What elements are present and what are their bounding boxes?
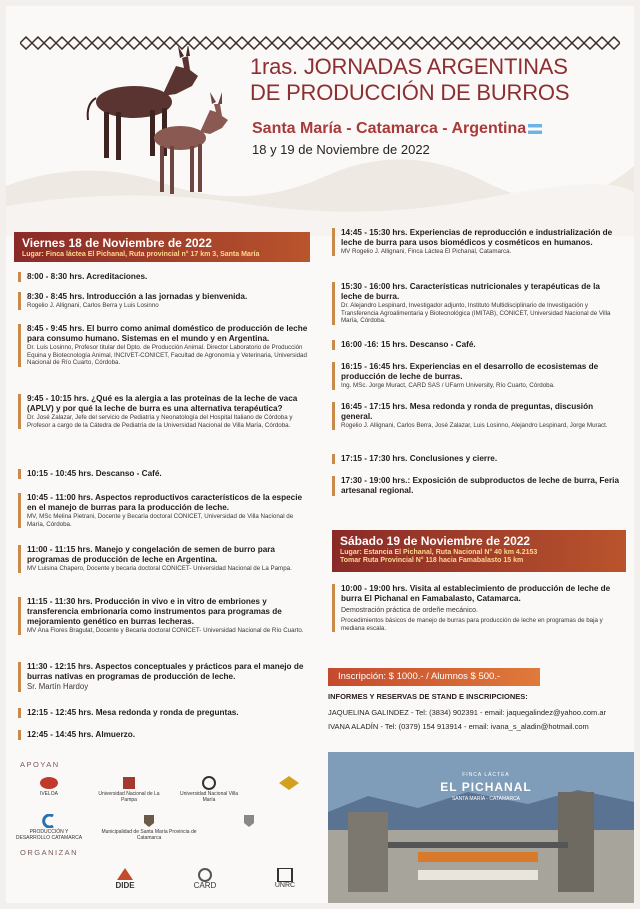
item-title: 10:15 - 10:45 hrs. Descanso - Café.: [27, 469, 162, 478]
photo-brand-top: FINCA LÁCTEA: [462, 772, 510, 778]
schedule-item-1600: [332, 340, 622, 350]
place-text: Santa María - Catamarca - Argentina: [252, 120, 527, 137]
schedule-item-0945: [18, 394, 308, 429]
item-title: 12:15 - 12:45 hrs. Mesa redonda y ronda de preguntas.: [27, 708, 239, 717]
item-speaker: Dr. José Zalazar, Jefe del servicio de Pediatría y Neonatología del Hospital Italiano de Córdoba y Profesor a cargo de la Cátedra de Pediatría de la Universidad Nacional de Villa María, Córdoba.: [27, 414, 293, 429]
item-speaker: Dr. Luis Losinno, Profesor titular del Dpto. de Producción Animal. Director Laboratorio de Producción Equina y Biotecnología Animal, INCIVET-CONICET, Facultad de Agronomía y Veterinaria, Universidad Nacional de Río Cuarto, Córdoba.: [27, 344, 307, 367]
item-speaker: MV Luisina Chapero, Docente y becaria doctoral CONICET- Universidad Nacional de La Pampa.: [27, 565, 292, 572]
apoyan-logos-row-1: [14, 776, 334, 803]
schedule-item-1015: [18, 469, 308, 479]
sponsor-logo: [174, 776, 244, 803]
item-title: 11:00 - 11:15 hrs. Manejo y congelación de semen de burro para programas de producción de leche en Argentina.: [27, 545, 275, 564]
schedule-item-1730: [332, 476, 622, 496]
schedule-item-1645: [332, 402, 622, 430]
day2-route: Tomar Ruta Provincial N° 118 hacia Famabalasto 15 km: [340, 557, 524, 564]
organizer-logo: [170, 868, 240, 889]
sponsor-name: PRODUCCIÓN Y DESARROLLO CATAMARCA: [15, 829, 83, 841]
contact-title: INFORMES Y RESERVAS DE STAND E INSCRIPCIONES:: [328, 692, 528, 701]
schedule-item-1715: [332, 454, 622, 464]
schedule-item-1215: [18, 708, 308, 718]
item-title: 16:15 - 16:45 hrs. Experiencias en el desarrollo de ecosistemas de producción de leche de burras.: [341, 362, 599, 381]
unvm-logo-icon: [199, 776, 219, 790]
item-speaker: Rogelio J. Allignani, Carlos Berra, José Zalazar, Luis Losinno, Alejandro Lespinard, Jorge Muract.: [341, 422, 608, 429]
organizer-name: DIDE: [115, 881, 135, 890]
item-detail: Procedimientos básicos de manejo de burras para producción de leche en programas de baja y mediana escala.: [341, 617, 603, 632]
title-line-1: 1ras. JORNADAS ARGENTINAS: [250, 54, 568, 79]
item-speaker: MV Rogelio J. Allignani, Finca Láctea El Pichanal, Catamarca.: [341, 248, 512, 255]
donkeys-illustration: [64, 46, 240, 198]
day1-title: Viernes 18 de Noviembre de 2022: [22, 236, 212, 250]
schedule-item-0830: [18, 292, 308, 310]
sponsor-logo: [254, 776, 324, 803]
item-title: 10:45 - 11:00 hrs. Aspectos reproductivos característicos de la especie en el manejo de burras para la producción de leche.: [27, 493, 303, 512]
organizer-logo: [250, 868, 320, 889]
photo-brand-sub: SANTA MARÍA - CATAMARCA: [451, 796, 521, 802]
flyer: [6, 6, 634, 903]
schedule-item-1100: [18, 545, 308, 573]
apoyan-logos-row-2: [14, 814, 294, 841]
sponsor-logo: [94, 814, 204, 841]
schedule-item-1245: [18, 730, 308, 740]
sponsor-name: IVELOA: [39, 791, 59, 797]
organizer-name: CARD: [193, 881, 217, 890]
organizer-logo: [90, 868, 160, 889]
contact-line-1: JAQUELINA GALINDEZ - Tel: (3834) 902391 - email: jaquegalindez@yahoo.com.ar: [328, 708, 607, 717]
catamarca-logo-icon: [39, 814, 59, 828]
schedule-item-0845: [18, 324, 308, 367]
item-title: 8:45 - 9:45 hrs. El burro como animal doméstico de producción de leche para consumo humano. Sistemas en el mundo y en Argentina.: [27, 324, 308, 343]
unlpam-logo-icon: [119, 776, 139, 790]
day1-location: Lugar: Finca láctea El Pichanal, Ruta provincial n° 17 km 3, Santa María: [22, 251, 260, 258]
item-title: 17:30 - 19:00 hrs.: Exposición de subproductos de leche de burra, Feria artesanal regional.: [341, 476, 620, 495]
item-speaker: Rogelio J. Allignani, Carlos Berra y Luis Losinno: [27, 302, 159, 309]
day2-location: Lugar: Estancia El Pichanal, Ruta Nacional N° 40 km 4.2153: [340, 549, 538, 556]
item-title: 15:30 - 16:00 hrs. Características nutricionales y terapéuticas de la leche de burra.: [341, 282, 600, 301]
schedule-item-1445: [332, 228, 622, 256]
schedule-item-1615: [332, 362, 622, 390]
iveloa-logo-icon: [39, 776, 59, 790]
dide-logo-icon: [115, 868, 135, 882]
sponsor-name: Municipalidad de Santa María Provincia de Catamarca: [101, 829, 197, 841]
event-title: [250, 54, 590, 106]
day2-header: [332, 530, 626, 572]
item-detail: Demostración práctica de ordeñe mecánico.: [341, 607, 478, 614]
organizer-name: UNRC: [274, 882, 296, 889]
item-title: 8:30 - 8:45 hrs. Introducción a las jornadas y bienvenida.: [27, 292, 248, 301]
sponsor-logo: [94, 776, 164, 803]
item-speaker: MV, MSc Melina Pietrani, Docente y Becaria doctoral CONICET, Universidad de Villa Nacional de María, Córdoba.: [27, 513, 294, 528]
item-title: 17:15 - 17:30 hrs. Conclusiones y cierre.: [341, 454, 498, 463]
event-place: [252, 120, 542, 138]
organizan-logos-row: [90, 868, 330, 889]
day2-title: Sábado 19 de Noviembre de 2022: [340, 534, 531, 548]
sponsor-logo: [214, 814, 284, 841]
day1-header: [14, 232, 310, 262]
item-speaker: Ing. MSc. Jorge Muract, CARD SAS / UFarm University, Río Cuarto, Córdoba.: [341, 382, 555, 389]
item-speaker: Sr. Martín Hardoy: [27, 682, 89, 691]
item-title: 10:00 - 19:00 hrs. Visita al establecimiento de producción de leche de burra El Pichanal en Famabalasto, Catamarca.: [341, 584, 611, 603]
registration-price: Inscripción: $ 1000.- / Alumnos $ 500.-: [328, 668, 540, 686]
organizan-label: ORGANIZAN: [20, 848, 79, 857]
diamond-logo-icon: [279, 776, 299, 790]
schedule-item-1130: [18, 662, 308, 692]
item-title: 12:45 - 14:45 hrs. Almuerzo.: [27, 730, 135, 739]
unrc-logo-icon: [275, 868, 295, 882]
sponsor-logo: [14, 776, 84, 803]
card-logo-icon: [195, 868, 215, 882]
photo-brand-name: EL PICHANAL: [440, 780, 532, 794]
photo-brand: [430, 772, 542, 802]
item-title: 16:00 -16: 15 hrs. Descanso - Café.: [341, 340, 476, 349]
item-title: 8:00 - 8:30 hrs. Acreditaciones.: [27, 272, 148, 281]
argentina-flag-icon: [528, 124, 542, 134]
shield-logo-icon: [239, 814, 259, 828]
sponsor-name: Universidad Nacional Villa María: [180, 791, 238, 803]
schedule-item-1045: [18, 493, 308, 528]
title-line-2: DE PRODUCCIÓN DE BURROS: [250, 80, 570, 105]
schedule-item-0800: [18, 272, 308, 282]
sponsor-logo: [14, 814, 84, 841]
item-speaker: Dr. Alejandro Lespinard, Investigador adjunto, Instituto Multidisciplinario de Investigación y Transferencia Agroalimentaria y Biotecnológica (IMITAB), CONICET, Universidad Nacional de Villa María, Córdoba.: [341, 302, 611, 325]
sponsor-name: Universidad Nacional de La Pampa: [98, 791, 160, 803]
schedule-item-day2: [332, 584, 622, 632]
apoyan-label: APOYAN: [20, 760, 60, 769]
item-title: 16:45 - 17:15 hrs. Mesa redonda y ronda de preguntas, discusión general.: [341, 402, 594, 421]
municipalidad-logo-icon: [139, 814, 159, 828]
item-title: 11:15 - 11:30 hrs. Producción in vivo e in vitro de embriones y transferencia embrionaria como instrumentos para programas de mejoramiento genético en burras lecheras.: [27, 597, 282, 626]
event-dates: 18 y 19 de Noviembre de 2022: [252, 142, 430, 157]
item-speaker: MV Ana Flores Bragulat, Docente y Becaria doctoral CONICET- Universidad Nacional de Río Cuarto.: [27, 627, 304, 634]
item-title: 14:45 - 15:30 hrs. Experiencias de reproducción e industrialización de leche de burra para usos biomédicos y cosméticos en humanos.: [341, 228, 613, 247]
schedule-item-1530: [332, 282, 622, 325]
contact-line-2: IVANA ALADÍN - Tel: (0379) 154 913914 - email: ivana_s_aladin@hotmail.com: [328, 722, 589, 731]
item-title: 11:30 - 12:15 hrs. Aspectos conceptuales y prácticos para el manejo de burras nativas en programas de producción de leche.: [27, 662, 304, 681]
item-title: 9:45 - 10:15 hrs. ¿Qué es la alergia a las proteínas de la leche de vaca (APLV) y por qué la leche de burra es una alternativa terapéutica?: [27, 394, 298, 413]
schedule-item-1115: [18, 597, 308, 635]
